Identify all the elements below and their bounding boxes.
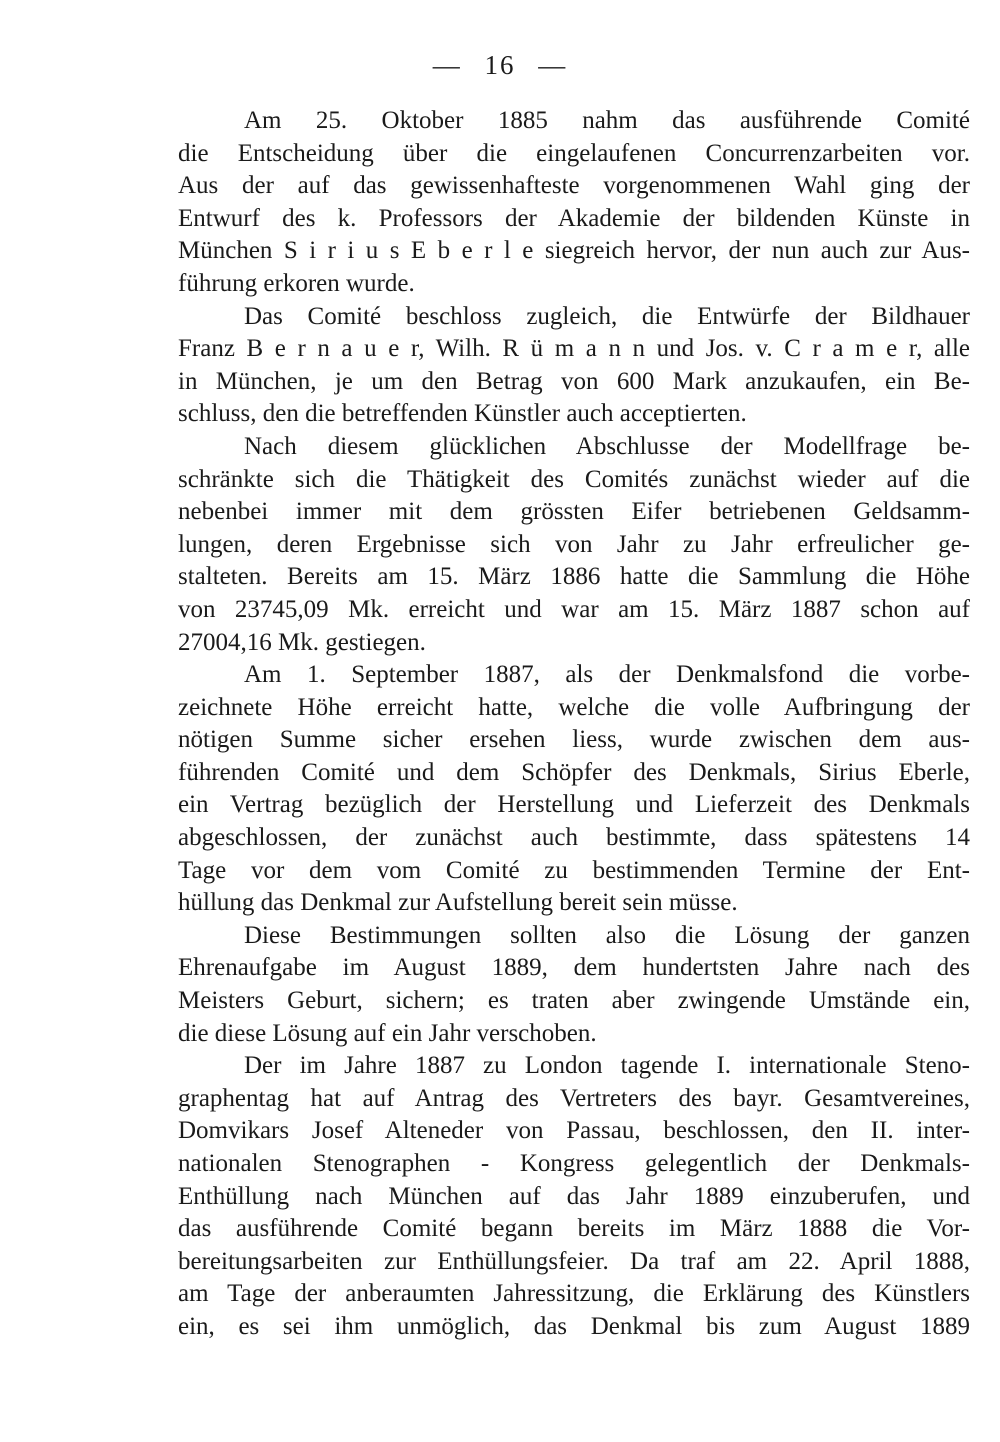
text-line: Domvikars Josef Alteneder von Passau, beschlossen, den II. inter-	[178, 1117, 970, 1145]
text-line: München S i r i u s E b e r l e siegreich hervor, der nun auch zur Aus-	[178, 237, 970, 265]
text-line: schränkte sich die Thätigkeit des Comités zunächst wieder auf die	[178, 465, 970, 493]
text-line: Diese Bestimmungen sollten also die Lösung der ganzen	[244, 921, 970, 949]
page-number-dash-right: —	[538, 50, 568, 80]
text-line: hüllung das Denkmal zur Aufstellung bereit sein müsse.	[178, 889, 738, 917]
text-line: Nach diesem glücklichen Abschlusse der Modellfrage be-	[244, 432, 970, 460]
page-number-header	[0, 50, 1000, 81]
text-line: Aus der auf das gewissenhafteste vorgenommenen Wahl ging der	[178, 172, 970, 200]
text-line: führung erkoren wurde.	[178, 269, 415, 297]
text-line: das ausführende Comité begann bereits im März 1888 die Vor-	[178, 1215, 970, 1243]
text-line: 27004,16 Mk. gestiegen.	[178, 628, 426, 656]
text-line: Enthüllung nach München auf das Jahr 1889 einzuberufen, und	[178, 1182, 970, 1210]
text-line: stalteten. Bereits am 15. März 1886 hatte die Sammlung die Höhe	[178, 563, 970, 591]
text-line: in München, je um den Betrag von 600 Mark anzukaufen, ein Be-	[178, 367, 970, 395]
text-line: Franz B e r n a u e r, Wilh. R ü m a n n und Jos. v. C r a m e r, alle	[178, 335, 970, 363]
text-line: nötigen Summe sicher ersehen liess, wurde zwischen dem aus-	[178, 726, 970, 754]
text-line: die Entscheidung über die eingelaufenen Concurrenzarbeiten vor.	[178, 139, 970, 167]
page-number: 16	[484, 50, 516, 80]
text-line: von 23745,09 Mk. erreicht und war am 15. März 1887 schon auf	[178, 595, 970, 623]
text-line: führenden Comité und dem Schöpfer des Denkmals, Sirius Eberle,	[178, 758, 970, 786]
text-line: Am 25. Oktober 1885 nahm das ausführende Comité	[244, 107, 970, 134]
text-line: Tage vor dem vom Comité zu bestimmenden Termine der Ent-	[178, 856, 970, 884]
text-line: graphentag hat auf Antrag des Vertreters des bayr. Gesamtvereines,	[178, 1084, 970, 1112]
text-line: Entwurf des k. Professors der Akademie der bildenden Künste in	[178, 204, 970, 232]
text-line: Der im Jahre 1887 zu London tagende I. internationale Steno-	[244, 1052, 970, 1080]
text-line: nebenbei immer mit dem grössten Eifer betriebenen Geldsamm-	[178, 498, 970, 526]
text-line: bereitungsarbeiten zur Enthüllungsfeier. Da traf am 22. April 1888,	[178, 1247, 970, 1275]
text-line: ein, es sei ihm unmöglich, das Denkmal bis zum August 1889	[178, 1312, 970, 1340]
text-line: Meisters Geburt, sichern; es traten aber zwingende Umstände ein,	[178, 987, 970, 1015]
page-number-dash-left: —	[432, 50, 462, 80]
text-line: Ehrenaufgabe im August 1889, dem hundertsten Jahre nach des	[178, 954, 970, 982]
text-line: die diese Lösung auf ein Jahr verschoben.	[178, 1019, 597, 1047]
text-line: abgeschlossen, der zunächst auch bestimmte, dass spätestens 14	[178, 824, 970, 852]
text-line: Das Comité beschloss zugleich, die Entwürfe der Bildhauer	[244, 302, 970, 330]
body-text	[178, 105, 970, 1344]
text-line: Am 1. September 1887, als der Denkmalsfond die vorbe-	[244, 661, 970, 689]
text-line: nationalen Stenographen - Kongress gelegentlich der Denkmals-	[178, 1150, 970, 1177]
text-line: zeichnete Höhe erreicht hatte, welche die volle Aufbringung der	[178, 693, 970, 721]
text-line: lungen, deren Ergebnisse sich von Jahr zu Jahr erfreulicher ge-	[178, 530, 970, 558]
text-line: schluss, den die betreffenden Künstler auch acceptierten.	[178, 400, 747, 428]
text-line: am Tage der anberaumten Jahressitzung, die Erklärung des Künstlers	[178, 1280, 970, 1308]
text-line: ein Vertrag bezüglich der Herstellung und Lieferzeit des Denkmals	[178, 791, 970, 819]
